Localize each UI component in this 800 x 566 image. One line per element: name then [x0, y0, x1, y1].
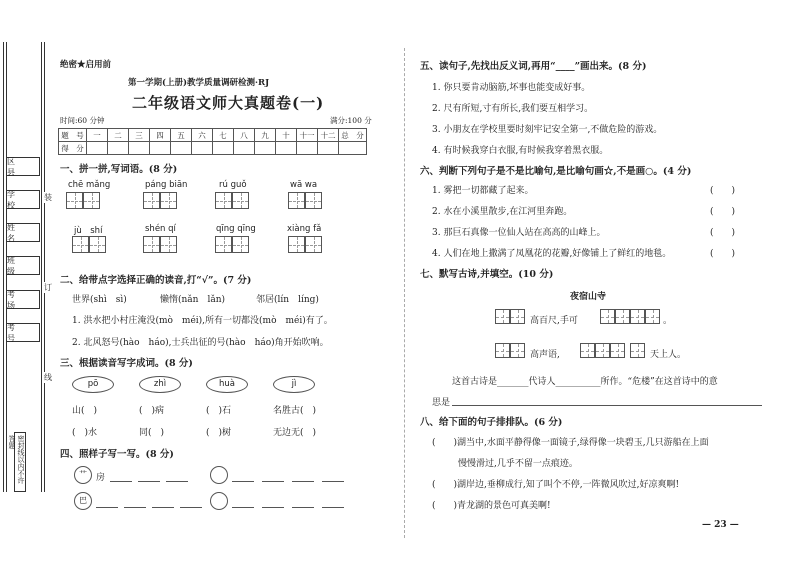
page-title: 二年级语文师大真题卷(一) [132, 94, 325, 112]
q6-item: 4. 人们在地上撒满了凤凰花的花瓣,好像铺上了鲜红的地毯。 [432, 249, 672, 259]
score-header-cell: 二 [108, 129, 129, 142]
writing-grid[interactable] [288, 236, 322, 253]
poem-grid[interactable] [580, 343, 625, 358]
field-school: 学 校 [6, 190, 40, 209]
q5-item: 1. 你只要肯动脑筋,坏事也能变成好事。 [432, 83, 591, 93]
field-room: 考 场 [6, 290, 40, 309]
flower-icon [210, 492, 228, 510]
q5-item: 2. 尺有所短,寸有所长,我们要互相学习。 [432, 104, 594, 114]
poem-grid[interactable] [600, 309, 660, 324]
score-header-cell: 十二 [318, 129, 339, 142]
q7-fill-2: 思是 [432, 398, 451, 408]
poem-line: 。 [663, 316, 673, 326]
q5-title: 五、读句子,先找出反义词,再用“____”画出来。(8 分) [420, 61, 647, 72]
pinyin-label: rú guǒ [219, 180, 247, 190]
score-header-cell: 四 [150, 129, 171, 142]
seal-note: 密封线以内不许答题 [14, 432, 26, 492]
binding-char-ding: 订 [44, 283, 52, 292]
score-header-cell: 六 [192, 129, 213, 142]
pinyin-oval: pō [72, 376, 114, 393]
page-number: — 23 — [702, 520, 739, 530]
poem-title: 夜宿山寺 [570, 292, 607, 302]
poem-line: 高百尺,手可 [530, 316, 578, 326]
top-label: 绝密★启用前 [60, 60, 112, 70]
pinyin-label: jù shí [74, 226, 103, 236]
score-header-cell: 一 [87, 129, 108, 142]
pinyin-label: wā wa [290, 180, 318, 190]
q8-item-continued: 慢慢滑过,几乎不留一点痕迹。 [458, 459, 578, 469]
answer-paren[interactable]: ( ) [710, 186, 736, 196]
flower-icon [210, 466, 228, 484]
q6-title: 六、判断下列句子是不是比喻句,是比喻句画☆,不是画○。(4 分) [420, 166, 692, 177]
score-header-cell: 题 号 [59, 129, 87, 142]
q3-item: 山( ) [72, 406, 98, 416]
field-number: 考 号 [6, 323, 40, 342]
field-class: 班 级 [6, 256, 40, 275]
writing-grid[interactable] [143, 236, 177, 253]
q7-fill: 这首古诗是_______代诗人__________所作。“危楼”在这首诗中的意 [452, 377, 718, 387]
score-header-cell: 九 [255, 129, 276, 142]
answer-paren[interactable]: ( ) [710, 228, 736, 238]
full-score: 满分:100 分 [330, 116, 372, 125]
answer-paren[interactable]: ( ) [710, 249, 736, 259]
score-header-cell: 五 [171, 129, 192, 142]
poem-grid[interactable] [495, 343, 525, 358]
q3-item: ( )树 [206, 428, 232, 438]
q5-item: 3. 小朋友在学校里要时刻牢记安全第一,不做危险的游戏。 [432, 125, 663, 135]
pinyin-oval: zhì [139, 376, 181, 393]
q2-sentence: 2. 北风怒号(hào háo),士兵出征的号(hào háo)角开始吹响。 [72, 338, 329, 348]
q3-item: ( )水 [72, 428, 98, 438]
time-limit: 时间:60 分钟 [60, 116, 105, 125]
writing-grid[interactable] [288, 192, 322, 209]
writing-grid[interactable] [215, 236, 249, 253]
score-row-label: 得 分 [59, 142, 87, 155]
pinyin-label: shén qí [145, 224, 176, 234]
q2-word: 邻居(lín líng) [256, 295, 319, 305]
q8-item: ( )湖当中,水面平静得像一面镜子,绿得像一块碧玉,几只游船在上面 [432, 438, 709, 448]
poem-grid[interactable] [630, 343, 645, 358]
q4-example: 房 [96, 473, 106, 483]
writing-grid[interactable] [143, 192, 177, 209]
score-header-cell: 总 分 [339, 129, 367, 142]
pinyin-oval: jì [273, 376, 315, 393]
q3-item: ( )病 [139, 406, 165, 416]
q8-item: ( )青龙湖的景色可真美啊! [432, 501, 551, 511]
q7-title: 七、默写古诗,并填空。(10 分) [420, 269, 554, 280]
poem-grid[interactable] [495, 309, 525, 324]
q5-item: 4. 有时候我穿白衣服,有时候我穿着黑衣服。 [432, 146, 609, 156]
q3-item: 无边无( ) [273, 428, 317, 438]
q2-word: 世界(shì sì) [72, 295, 127, 305]
poem-line: 天上人。 [650, 350, 687, 360]
writing-grid[interactable] [72, 236, 106, 253]
q6-item: 2. 水在小溪里散步,在江河里奔跑。 [432, 207, 573, 217]
flower-icon: 巴 [74, 492, 92, 510]
q3-item: 名胜古( ) [273, 406, 317, 416]
q3-title: 三、根据读音写字成词。(8 分) [60, 358, 193, 369]
binding-char-xian: 线 [44, 373, 52, 382]
score-header-cell: 八 [234, 129, 255, 142]
q2-title: 二、给带点字选择正确的读音,打“√”。(7 分) [60, 275, 252, 286]
q8-item: ( )湖岸边,垂柳成行,知了叫个不停,一阵微风吹过,好凉爽啊! [432, 480, 680, 490]
pinyin-label: qīng qīng [216, 224, 256, 234]
score-table [58, 128, 367, 155]
page-divider [404, 48, 405, 538]
q6-item: 1. 雾把一切都藏了起来。 [432, 186, 534, 196]
binding-char-zhuang: 装 [44, 193, 52, 202]
q2-sentence: 1. 洪水把小村庄淹没(mò méi),所有一切都没(mò méi)有了。 [72, 316, 333, 326]
writing-grid[interactable] [215, 192, 249, 209]
field-district: 区 县 [6, 157, 40, 176]
q1-title: 一、拼一拼,写词语。(8 分) [60, 164, 178, 175]
q8-title: 八、给下面的句子排排队。(6 分) [420, 417, 563, 428]
q3-item: 同( ) [139, 428, 165, 438]
answer-paren[interactable]: ( ) [710, 207, 736, 217]
score-header-cell: 十一 [297, 129, 318, 142]
score-header-cell: 七 [213, 129, 234, 142]
score-header-cell: 三 [129, 129, 150, 142]
pinyin-label: chē mǎng [68, 180, 111, 190]
q4-title: 四、照样子写一写。(8 分) [60, 449, 174, 460]
q3-item: ( )石 [206, 406, 232, 416]
score-header-cell: 十 [276, 129, 297, 142]
writing-grid[interactable] [66, 192, 100, 209]
pinyin-label: páng biān [145, 180, 188, 190]
q6-item: 3. 那巨石真像一位仙人站在高高的山峰上。 [432, 228, 606, 238]
flower-icon: 艹 [74, 466, 92, 484]
q2-word: 懒惰(nǎn lǎn) [160, 295, 226, 305]
binding-strip [0, 42, 52, 492]
field-name: 姓 名 [6, 223, 40, 242]
poem-line: 高声语, [530, 350, 560, 360]
subtitle: 第一学期(上册)教学质量调研检测·RJ [128, 78, 270, 88]
pinyin-oval: huà [206, 376, 248, 393]
pinyin-label: xiàng fǎ [287, 224, 322, 234]
